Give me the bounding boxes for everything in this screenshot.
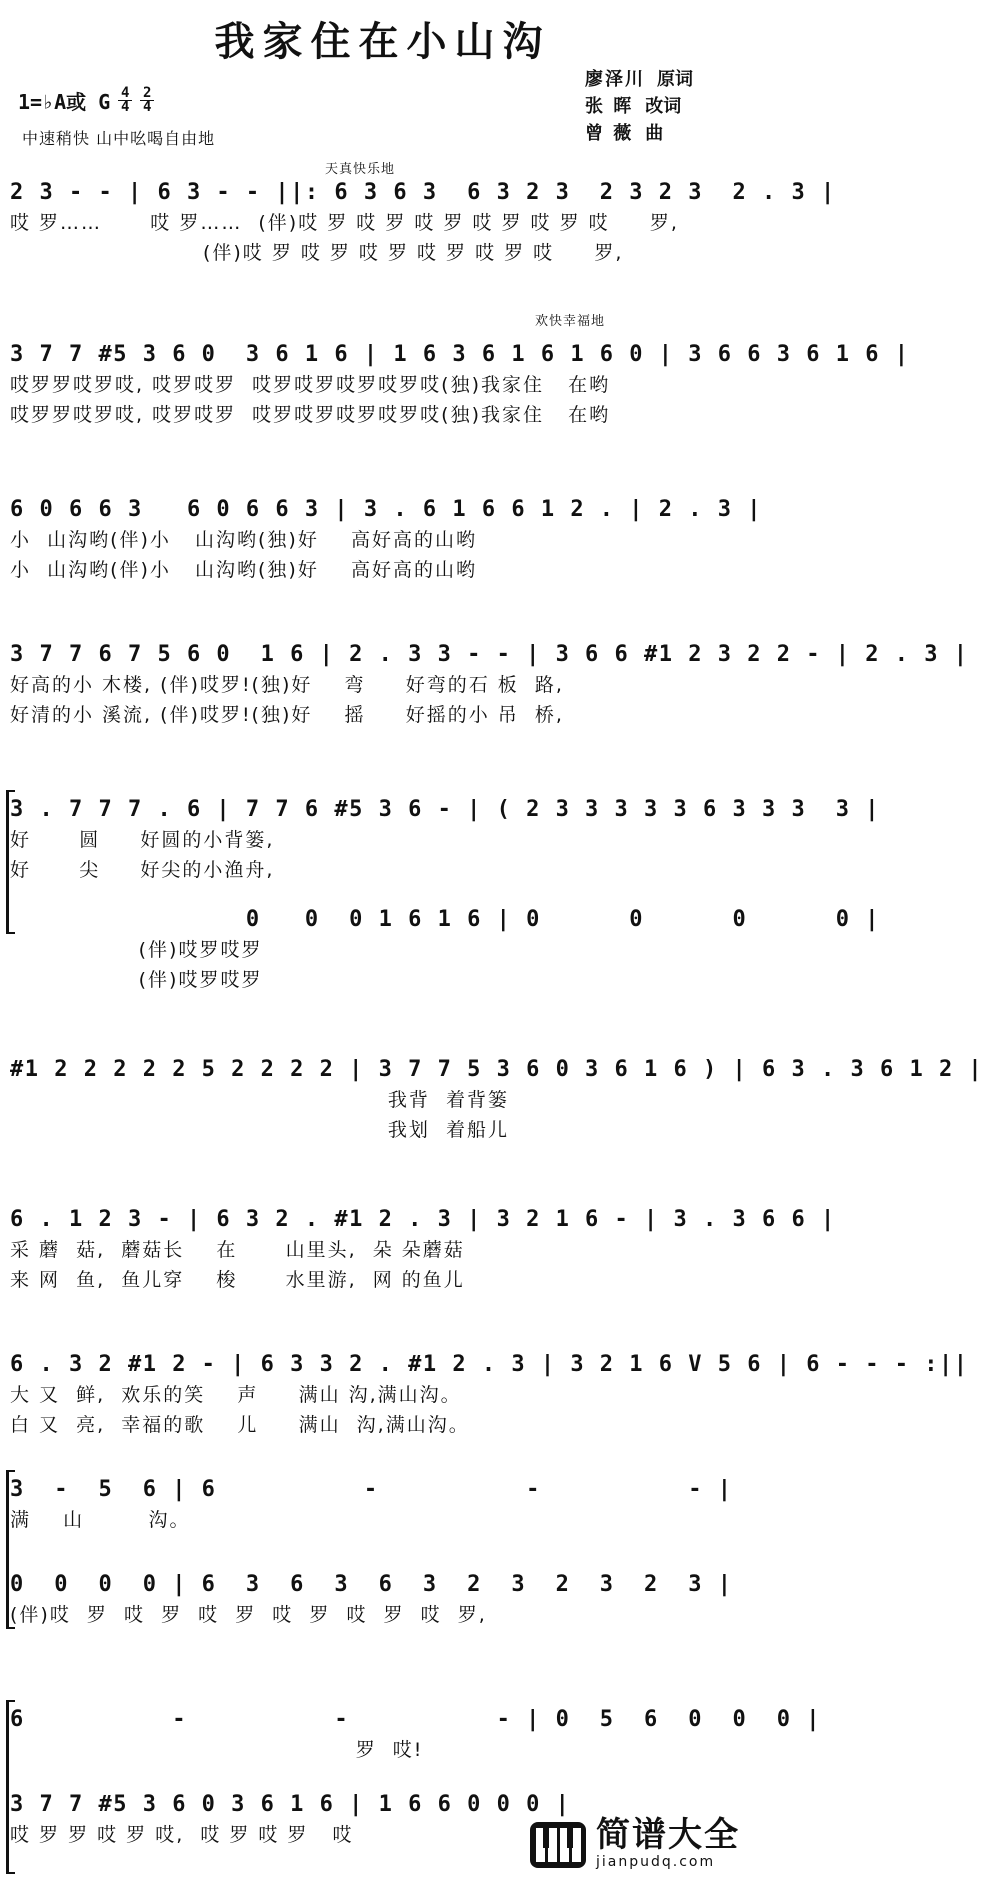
- credit-role: 曲: [645, 123, 664, 144]
- lyric-verse-2: (伴)哎罗哎罗: [10, 969, 263, 991]
- lyric-verse-1: 采 蘑 菇, 蘑菇长 在 山里头, 朵 朵蘑菇: [10, 1239, 465, 1261]
- lyric-verse-2: (伴)哎 罗 哎 罗 哎 罗 哎 罗 哎 罗 哎 罗,: [10, 242, 624, 264]
- lyric-verse-2: 哎罗罗哎罗哎, 哎罗哎罗 哎罗哎罗哎罗哎罗哎(独)我家住 在哟: [10, 404, 611, 426]
- lyric-verse-1: 我背 着背篓: [10, 1089, 509, 1111]
- credit-role: 改词: [645, 96, 682, 117]
- lyric-verse-1: 小 山沟哟(伴)小 山沟哟(独)好 高好高的山哟: [10, 529, 478, 551]
- score-system-3: [10, 495, 763, 585]
- credit-lyricist: [585, 66, 693, 93]
- lyric-verse-1: 好高的小 木楼, (伴)哎罗!(独)好 弯 好弯的石 板 路,: [10, 674, 564, 696]
- score-system-2: [10, 340, 910, 430]
- notation-line: 3 7 7 #5 3 6 0 3 6 1 6 | 1 6 6 0 0 0 |: [10, 1792, 571, 1817]
- lyric-verse-2: 好清的小 溪流, (伴)哎罗!(独)好 摇 好摇的小 吊 桥,: [10, 704, 564, 726]
- lyric-verse-2: 小 山沟哟(伴)小 山沟哟(独)好 高好高的山哟: [10, 559, 478, 581]
- page-title: 我家住在小山沟: [214, 19, 551, 65]
- score-system-5-accompaniment: [10, 905, 880, 995]
- tempo-marking: 中速稍快 山中吆喝自由地: [22, 129, 216, 148]
- watermark-url: jianpudq.com: [596, 1854, 716, 1870]
- lyric-verse-1: 好 圆 好圆的小背篓,: [10, 829, 275, 851]
- ts-top: 2: [143, 85, 152, 101]
- watermark-title: 简谱大全: [596, 1815, 740, 1855]
- credit-reviser: [585, 93, 693, 120]
- lyric-verse-1: (伴)哎罗哎罗: [10, 939, 263, 961]
- notation-line: 6 - - - | 0 5 6 0 0 0 |: [10, 1707, 821, 1732]
- expression-mark: 欢快幸福地: [535, 314, 606, 329]
- lyric-verse-1: 哎 罗 罗 哎 罗 哎, 哎 罗 哎 罗 哎: [10, 1824, 354, 1846]
- lyric-verse-2: 好 尖 好尖的小渔舟,: [10, 859, 275, 881]
- notation-line: 6 0 6 6 3 6 0 6 6 3 | 3 . 6 1 6 6 1 2 . | 2 . 3 |: [10, 497, 763, 522]
- score-system-9: [10, 1475, 758, 1535]
- lyric-verse-2: 我划 着船儿: [10, 1119, 509, 1141]
- credits: [585, 66, 693, 147]
- lyric-verse-1: 哎 罗…… 哎 罗…… (伴)哎 罗 哎 罗 哎 罗 哎 罗 哎 罗 哎 罗,: [10, 212, 679, 234]
- piano-logo-icon: [528, 1816, 588, 1872]
- notation-line: 3 - 5 6 | 6 - - - |: [10, 1477, 733, 1502]
- notation-line: #1 2 2 2 2 2 5 2 2 2 2 | 3 7 7 5 3 6 0 3 6 1 6 ) | 6 3 . 3 6 1 2 |: [10, 1057, 983, 1082]
- lyric-verse-1: (伴)哎 罗 哎 罗 哎 罗 哎 罗 哎 罗 哎 罗,: [10, 1604, 487, 1626]
- score-system-10: [10, 1705, 821, 1765]
- score-system-9-accompaniment: [10, 1570, 758, 1630]
- lyric-verse-1: 大 又 鲜, 欢乐的笑 声 满山 沟,满山沟。: [10, 1384, 462, 1406]
- site-watermark: [528, 1814, 760, 1874]
- lyric-verse-1: 哎罗罗哎罗哎, 哎罗哎罗 哎罗哎罗哎罗哎罗哎(独)我家住 在哟: [10, 374, 611, 396]
- notation-line: 0 0 0 0 | 6 3 6 3 6 3 2 3 2 3 2 3 |: [10, 1572, 733, 1597]
- score-system-5: [10, 795, 880, 885]
- time-signature-2: [140, 87, 154, 114]
- expression-mark: 天真快乐地: [325, 162, 396, 177]
- notation-line: 0 0 0 1 6 1 6 | 0 0 0 0 |: [10, 907, 880, 932]
- score-system-8: [10, 1350, 969, 1440]
- notation-line: 6 . 3 2 #1 2 - | 6 3 3 2 . #1 2 . 3 | 3 2 1 6 V 5 6 | 6 - - - :||: [10, 1352, 969, 1377]
- score-system-4: [10, 640, 969, 730]
- key-text: 1=♭A或 G: [18, 90, 111, 114]
- notation-line: 3 7 7 #5 3 6 0 3 6 1 6 | 1 6 3 6 1 6 1 6 0 | 3 6 6 3 6 1 6 |: [10, 342, 910, 367]
- lyric-verse-1: 罗 哎!: [10, 1739, 424, 1761]
- key-signature: [18, 86, 154, 115]
- score-system-1: [10, 178, 836, 268]
- notation-line: 3 . 7 7 7 . 6 | 7 7 6 #5 3 6 - | ( 2 3 3 3 3 3 6 3 3 3 3 |: [10, 797, 880, 822]
- score-system-7: [10, 1205, 836, 1295]
- notation-line: 6 . 1 2 3 - | 6 3 2 . #1 2 . 3 | 3 2 1 6 - | 3 . 3 6 6 |: [10, 1207, 836, 1232]
- lyric-verse-1: 满 山 沟。: [10, 1509, 191, 1531]
- time-signature-1: [118, 87, 132, 114]
- credit-role: 原词: [657, 69, 693, 90]
- ts-top: 4: [121, 85, 130, 101]
- score-system-6: [10, 1055, 983, 1145]
- notation-line: 3 7 7 6 7 5 6 0 1 6 | 2 . 3 3 - - | 3 6 6 #1 2 3 2 2 - | 2 . 3 |: [10, 642, 969, 667]
- credit-name: 廖泽川: [585, 69, 645, 90]
- lyric-verse-2: 白 又 亮, 幸福的歌 儿 满山 沟,满山沟。: [10, 1414, 470, 1436]
- lyric-verse-2: 来 网 鱼, 鱼儿穿 梭 水里游, 网 的鱼儿: [10, 1269, 465, 1291]
- credit-name: 曾 薇: [585, 123, 634, 144]
- credit-name: 张 晖: [585, 96, 634, 117]
- ts-bottom: 4: [143, 99, 152, 115]
- notation-line: 2 3 - - | 6 3 - - ||: 6 3 6 3 6 3 2 3 2 3 2 3 2 . 3 |: [10, 180, 836, 205]
- ts-bottom: 4: [121, 99, 130, 115]
- credit-composer: [585, 120, 693, 147]
